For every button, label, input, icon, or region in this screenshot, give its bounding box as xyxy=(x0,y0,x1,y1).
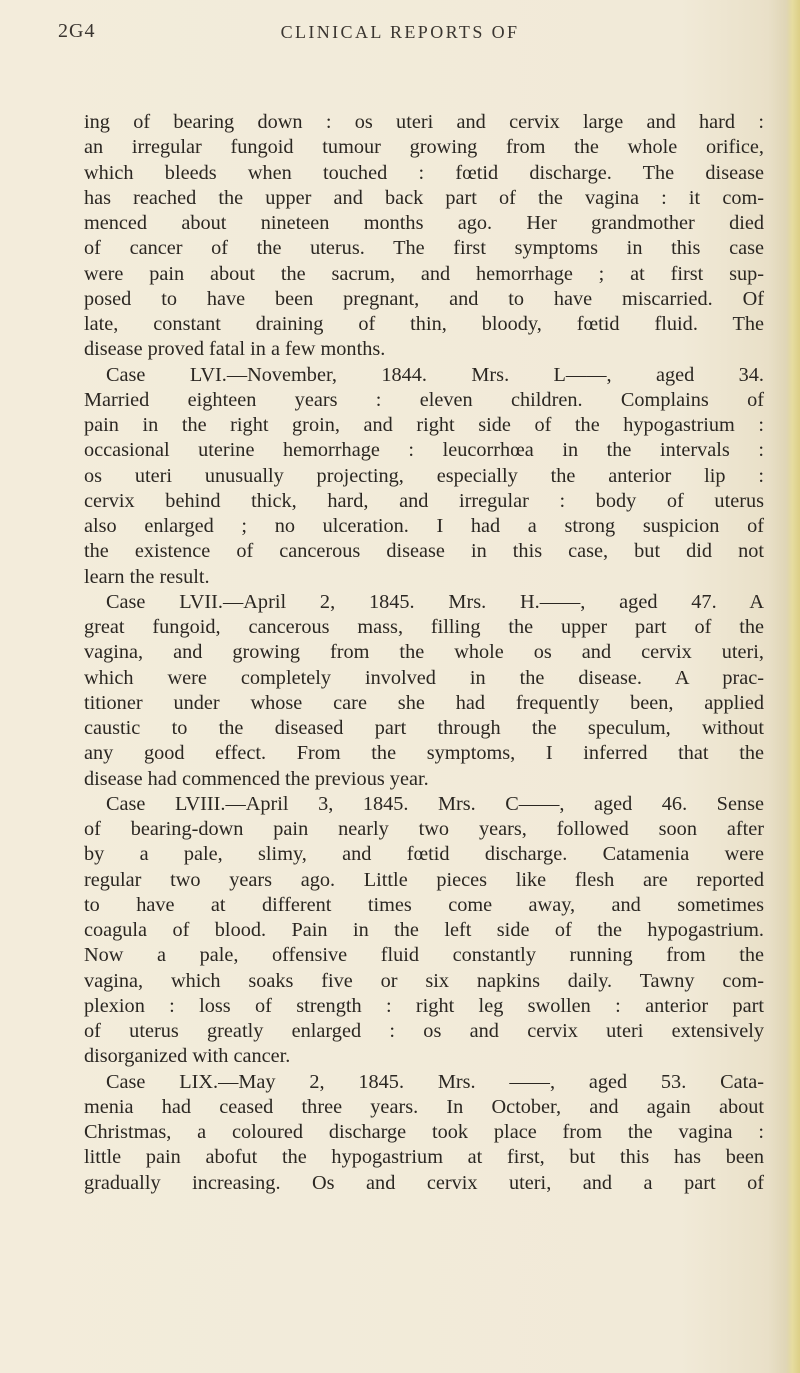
case-heading-line: Case LIX.—May 2, 1845. Mrs. ——, aged 53. Cata- xyxy=(106,1070,764,1093)
text-line: regular two years ago. Little pieces like flesh are reported xyxy=(84,868,764,891)
text-line: little pain abofut the hypogastrium at first, but this has been xyxy=(84,1146,764,1169)
text-line: cervix behind thick, hard, and irregular : body of uterus xyxy=(84,489,764,512)
text-line: gradually increasing. Os and cervix uteri, and a part of xyxy=(84,1171,764,1194)
page-number: 2G4 xyxy=(58,20,96,42)
text-line: of cancer of the uterus. The first symptoms in this case xyxy=(84,237,764,260)
text-line: menia had ceased three years. In October, and again about xyxy=(84,1095,764,1118)
body-text xyxy=(84,110,764,1196)
text-line: disease proved fatal in a few months. xyxy=(84,338,386,361)
text-line: disease had commenced the previous year. xyxy=(84,767,429,790)
text-line: which were completely involved in the disease. A prac- xyxy=(84,666,764,689)
text-line: occasional uterine hemorrhage : leucorrhœa in the intervals : xyxy=(84,439,764,462)
text-line: menced about nineteen months ago. Her grandmother died xyxy=(84,212,764,234)
text-line: Christmas, a coloured discharge took place from the vagina : xyxy=(84,1121,764,1143)
text-line: any good effect. From the symptoms, I inferred that the xyxy=(84,742,764,765)
text-line: which bleeds when touched : fœtid discharge. The disease xyxy=(84,161,764,184)
text-line: of bearing-down pain nearly two years, followed soon after xyxy=(84,818,764,840)
text-line: great fungoid, cancerous mass, filling the upper part of the xyxy=(84,616,764,638)
case-heading-line: Case LVIII.—April 3, 1845. Mrs. C——, aged 46. Sense xyxy=(106,792,764,815)
text-line: to have at different times come away, and sometimes xyxy=(84,893,764,916)
text-line: disorganized with cancer. xyxy=(84,1045,291,1068)
case-heading-line: Case LVII.—April 2, 1845. Mrs. H.——, aged 47. A xyxy=(106,590,764,613)
text-line: Married eighteen years : eleven children. Complains of xyxy=(84,388,764,411)
text-line: were pain about the sacrum, and hemorrhage ; at first sup- xyxy=(84,262,764,285)
page-header xyxy=(0,20,800,60)
text-line: vagina, which soaks five or six napkins daily. Tawny com- xyxy=(84,969,764,992)
text-line: posed to have been pregnant, and to have miscarried. Of xyxy=(84,287,764,310)
text-line: ing of bearing down : os uteri and cervix large and hard : xyxy=(84,111,764,133)
text-line: os uteri unusually projecting, especially the anterior lip : xyxy=(84,464,764,487)
text-line: late, constant draining of thin, bloody, fœtid fluid. The xyxy=(84,313,764,335)
text-line: the existence of cancerous disease in this case, but did not xyxy=(84,540,764,563)
text-line: caustic to the diseased part through the speculum, without xyxy=(84,717,764,739)
text-line: titioner under whose care she had frequently been, applied xyxy=(84,691,764,714)
text-line: coagula of blood. Pain in the left side of the hypogastrium. xyxy=(84,919,764,941)
page-edge xyxy=(786,0,800,1373)
text-line: vagina, and growing from the whole os and cervix uteri, xyxy=(84,641,764,664)
text-line: has reached the upper and back part of the vagina : it com- xyxy=(84,186,764,209)
case-heading-line: Case LVI.—November, 1844. Mrs. L——, aged 34. xyxy=(106,363,764,386)
text-line: also enlarged ; no ulceration. I had a strong suspicion of xyxy=(84,515,764,537)
running-head: CLINICAL REPORTS OF xyxy=(280,22,520,42)
text-line: pain in the right groin, and right side of the hypogastrium : xyxy=(84,414,764,436)
text-line: an irregular fungoid tumour growing from the whole orifice, xyxy=(84,136,764,159)
text-line: plexion : loss of strength : right leg swollen : anterior part xyxy=(84,994,764,1017)
text-line: learn the result. xyxy=(84,565,210,588)
text-line: of uterus greatly enlarged : os and cervix uteri extensively xyxy=(84,1020,764,1042)
text-line: Now a pale, offensive fluid constantly running from the xyxy=(84,944,764,967)
text-line: by a pale, slimy, and fœtid discharge. Catamenia were xyxy=(84,843,764,866)
